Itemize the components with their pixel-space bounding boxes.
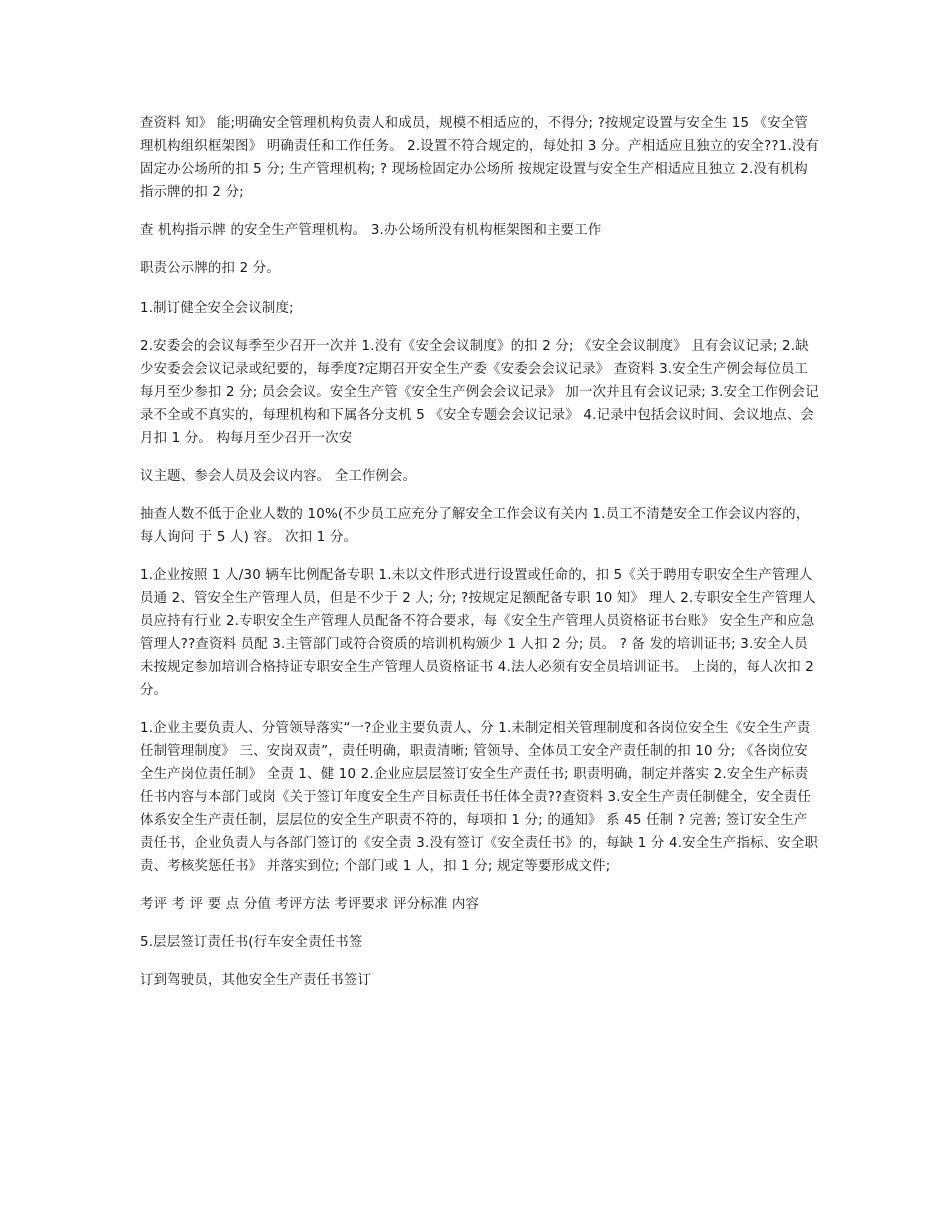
paragraph-9: 1.企业主要负责人、分管领导落实“一?企业主要负责人、分 1.未制定相关管理制度和各岗位安全生《安全生产责任制管理制度》 三、安岗双责”，责任明确，职责清晰; 管领导、全体员工安全产责任制的扣 10 分; 《各岗位安全生产岗位责任制》 全责 1、健 10 2.企业应层层签订安全生产责任书; 职责明确，制定并落实 2.安全生产标责任书内容与本部门或岗《关于签订年度安全生产目标责任书任体全责??查资料 3.安全生产责任制健全，安全责任体系安全生产责任制，层层位的安全生产职责不符的，每项扣 1 分; 的通知》 系 45 任制 ? 完善; 签订安全生产责任书，企业负责人与各部门签订的《安全责 3.没有签订《安全责任书》的，每缺 1 分 4.安全生产指标、安全职责、考核奖惩任书》 并落实到位; 个部门或 1 人，扣 1 分; 规定等要形成文件; <box>140 721 819 874</box>
paragraph-6: 议主题、参会人员及会议内容。 全工作例会。 <box>140 469 417 484</box>
paragraph-5: 2.安委会的会议每季至少召开一次并 1.没有《安全会议制度》的扣 2 分; 《安全会议制度》 且有会议记录; 2.缺少安委会会议记录或纪要的，每季度?定期召开安全生产委《安委会会议记录》 查资料 3.安全生产例会每位员工每月至少参扣 2 分; 员会会议。安全生产管《安全生产例会会议记录》 加一次并且有会议记录; 3.安全工作例会记录不全或不真实的，每理机构和下属各分支机 5 《安全专题会会议记录》 4.记录中包括会议时间、会议地点、会月扣 1 分。 构每月至少召开一次安 <box>140 339 819 446</box>
paragraph-8: 1.企业按照 1 人/30 辆车比例配备专职 1.未以文件形式进行设置或任命的，扣 5《关于聘用专职安全生产管理人员通 2、管安全生产管理人员，但是不少于 2 人; 分; ?按规定足额配备专职 10 知》 理人 2.专职安全生产管理人员应持有行业 2.专职安全生产管理人员配备不符合要求，每《安全生产管理人员资格证书台账》 安全生产和应急管理人??查资料 员配 3.主管部门或符合资质的培训机构颁少 1 人扣 2 分; 员。 ? 备 发的培训证书; 3.安全人员未按规定参加培训合格持证专职安全生产管理人员资格证书 4.法人必须有安全员培训证书。 上岗的，每人次扣 2 分。 <box>140 568 816 698</box>
paragraph-12: 订到驾驶员，其他安全生产责任书签订 <box>140 973 372 988</box>
paragraph-7: 抽查人数不低于企业人数的 10%(不少员工应充分了解安全工作会议有关内 1.员工不清楚安全工作会议内容的，每人询问 于 5 人) 容。 次扣 1 分。 <box>140 507 810 545</box>
paragraph-1: 查资料 知》 能;明确安全管理机构负责人和成员，规模不相适应的，不得分; ?按规定设置与安全生 15 《安全管理机构组织框架图》 明确责任和工作任务。 2.设置不符合规定的，每处扣 3 分。产相适应且独立的安全??1.没有固定办公场所的扣 5 分; 生产管理机构; ? 现场检固定办公场所 按规定设置与安全生产相适应且独立 2.没有机构指示牌的扣 2 分; <box>140 116 820 200</box>
paragraph-2: 查 机构指示牌 的安全生产管理机构。 3.办公场所没有机构框架图和主要工作 <box>140 223 602 238</box>
paragraph-4: 1.制订健全安全会议制度; <box>140 301 294 316</box>
paragraph-10: 考评 考 评 要 点 分值 考评方法 考评要求 评分标准 内容 <box>140 897 480 912</box>
paragraph-3: 职责公示牌的扣 2 分。 <box>140 261 280 276</box>
document-page <box>140 112 820 1007</box>
paragraph-11: 5.层层签订责任书(行车安全责任书签 <box>140 935 363 950</box>
